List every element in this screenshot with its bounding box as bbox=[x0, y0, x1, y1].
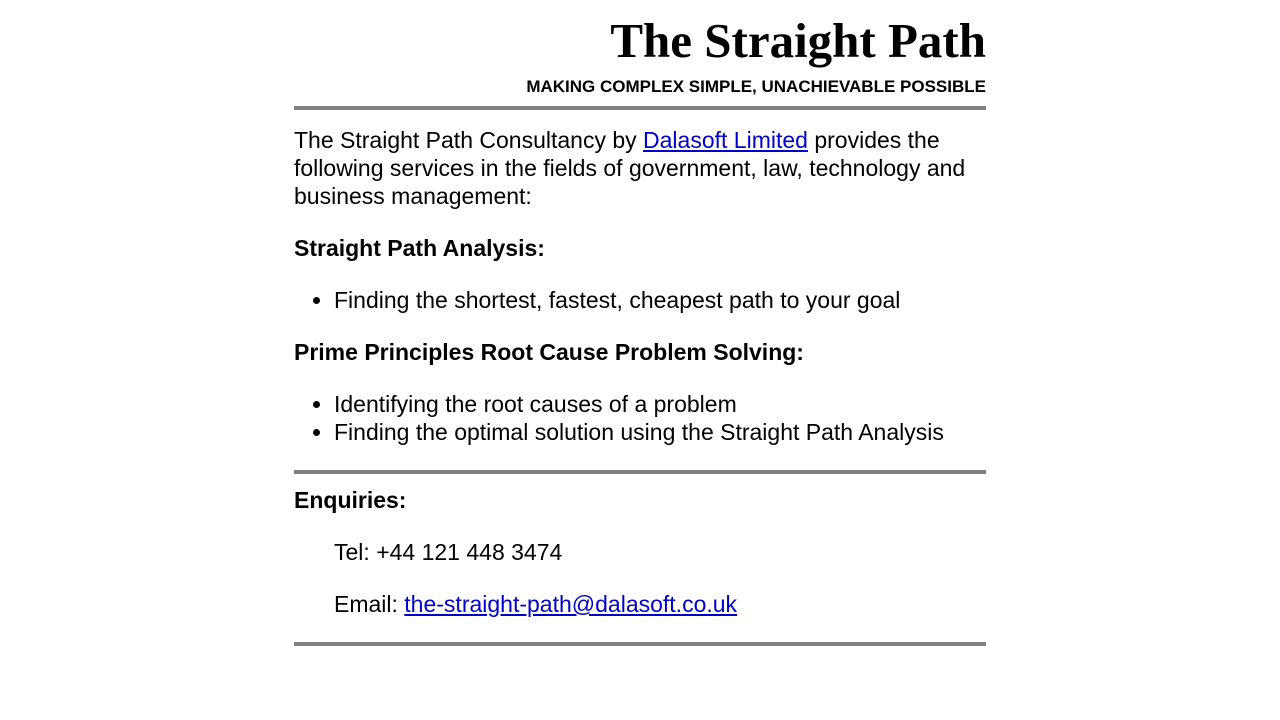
header-divider bbox=[294, 106, 986, 110]
email-line bbox=[334, 590, 986, 618]
page bbox=[294, 0, 986, 646]
service-heading-straight-path-analysis: Straight Path Analysis: bbox=[294, 235, 545, 261]
service-list-straight-path-analysis bbox=[294, 286, 986, 314]
telephone-label: Tel: bbox=[334, 539, 377, 565]
list-item: • Finding the optimal solution using the Straight Path Analysis bbox=[334, 418, 986, 446]
service-list-root-cause-problem-solving bbox=[294, 390, 986, 446]
telephone-number: +44 121 448 3474 bbox=[376, 539, 563, 565]
enquiries-heading: Enquiries: bbox=[294, 487, 407, 513]
email-link[interactable]: the-straight-path@dalasoft.co.uk bbox=[404, 591, 738, 617]
site-tagline: MAKING COMPLEX SIMPLE, UNACHIEVABLE POSSIBLE bbox=[526, 77, 986, 96]
email-label: Email: bbox=[334, 591, 405, 617]
intro-prefix: The Straight Path Consultancy by bbox=[294, 127, 644, 153]
site-title: The Straight Path bbox=[610, 13, 986, 68]
dalasoft-limited-link[interactable]: Dalasoft Limited bbox=[643, 127, 808, 153]
intro-paragraph bbox=[294, 126, 986, 210]
service-heading-root-cause-problem-solving: Prime Principles Root Cause Problem Solving: bbox=[294, 339, 804, 365]
list-item: • Identifying the root causes of a problem bbox=[334, 390, 986, 418]
footer-divider bbox=[294, 642, 986, 646]
list-item: • Finding the shortest, fastest, cheapest path to your goal bbox=[334, 286, 986, 314]
telephone-line bbox=[334, 538, 986, 566]
content-divider bbox=[294, 470, 986, 474]
intro-suffix: provides the following services in the fields of government, law, technology and business management: bbox=[294, 127, 966, 209]
